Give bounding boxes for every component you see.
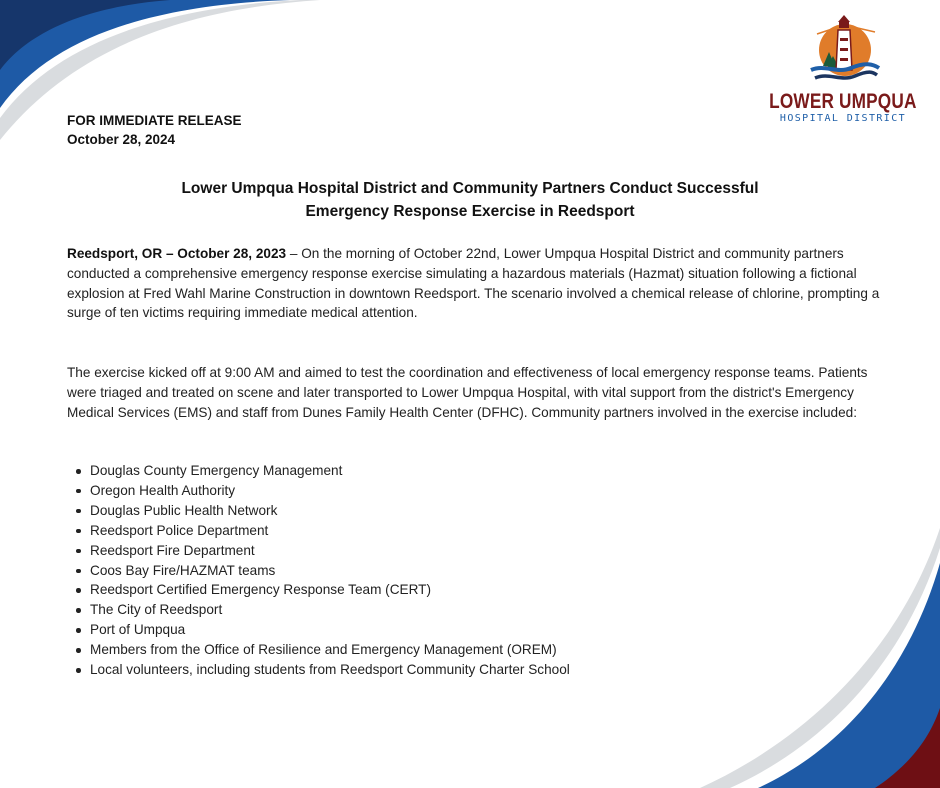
- release-header: [67, 111, 242, 149]
- logo-name: LOWER UMPQUA: [769, 90, 917, 113]
- headline-line-2: Emergency Response Exercise in Reedsport: [305, 203, 635, 220]
- hospital-logo: [769, 8, 917, 130]
- headline-line-1: Lower Umpqua Hospital District and Community Partners Conduct Successful: [181, 180, 759, 197]
- body-paragraph-1: [67, 244, 887, 323]
- list-item: Members from the Office of Resilience and Emergency Management (OREM): [67, 640, 570, 660]
- release-date: October 28, 2024: [67, 132, 176, 147]
- list-item: Port of Umpqua: [67, 620, 570, 640]
- list-item: The City of Reedsport: [67, 600, 570, 620]
- list-item: Douglas County Emergency Management: [67, 461, 570, 481]
- list-item: Reedsport Certified Emergency Response Team (CERT): [67, 580, 570, 600]
- lighthouse-icon: [803, 8, 883, 88]
- list-item: Oregon Health Authority: [67, 481, 570, 501]
- paragraph-1-text: – On the morning of October 22nd, Lower Umpqua Hospital District and community partners conducted a comprehensive emergency response exercise simulating a hazardous materials (Hazmat) situation following a fictional explosion at Fred Wahl Marine Construction in downtown Reedsport. The scenario involved a chemical release of chlorine, prompting a surge of ten victims requiring immediate medical attention.: [67, 246, 880, 321]
- bottom-right-swoosh-decoration: [700, 528, 940, 788]
- partner-list: [67, 461, 570, 680]
- list-item: Coos Bay Fire/HAZMAT teams: [67, 561, 570, 581]
- release-label: FOR IMMEDIATE RELEASE: [67, 113, 242, 128]
- headline: [90, 177, 850, 223]
- list-item: Douglas Public Health Network: [67, 501, 570, 521]
- logo-subtitle: HOSPITAL DISTRICT: [779, 113, 907, 124]
- list-item: Reedsport Fire Department: [67, 541, 570, 561]
- dateline: Reedsport, OR – October 28, 2023: [67, 246, 287, 261]
- body-paragraph-2: The exercise kicked off at 9:00 AM and aimed to test the coordination and effectiveness of local emergency response teams. Patients were triaged and treated on scene and later transported to Lower Umpqua Hospital, with vital support from the district's Emergency Medical Services (EMS) and staff from Dunes Family Health Center (DFHC). Community partners involved in the exercise included:: [67, 365, 868, 420]
- list-item: Reedsport Police Department: [67, 521, 570, 541]
- list-item: Local volunteers, including students from Reedsport Community Charter School: [67, 660, 570, 680]
